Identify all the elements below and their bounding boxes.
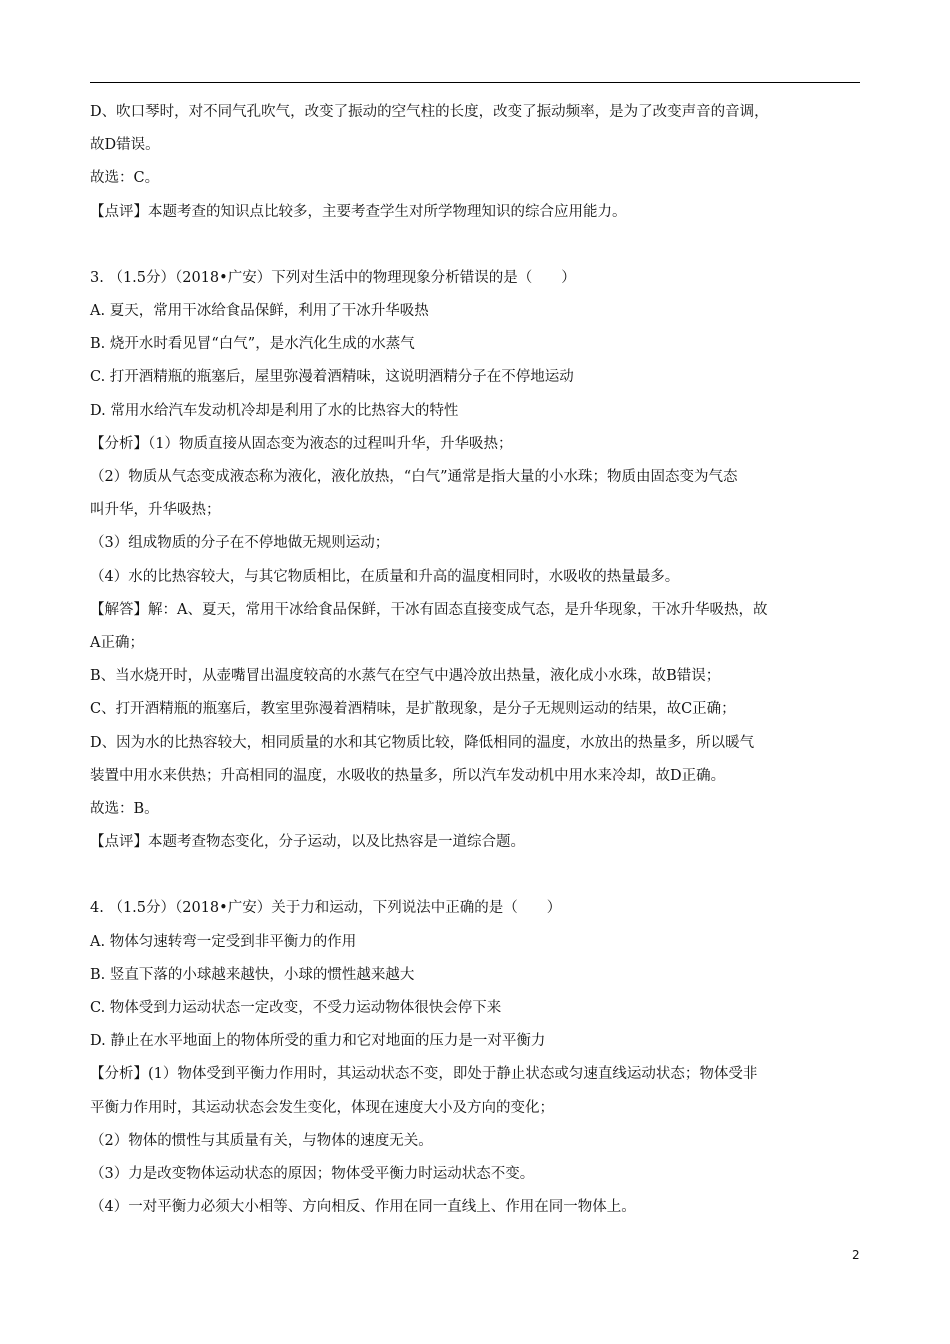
q3-option-c: C. 打开酒精瓶的瓶塞后，屋里弥漫着酒精味，这说明酒精分子在不停地运动 bbox=[90, 369, 574, 386]
q4-analysis-line: （2）物体的惯性与其质量有关，与物体的速度无关。 bbox=[90, 1132, 433, 1149]
q3-solution-line: 【解答】解：A、夏天，常用干冰给食品保鲜，干冰有固态直接变成气态，是升华现象，干冰升华吸热，故 bbox=[90, 601, 768, 618]
q3-solution-line: C、打开酒精瓶的瓶塞后，教室里弥漫着酒精味，是扩散现象，是分子无规则运动的结果，故C正确； bbox=[90, 701, 736, 718]
q4-analysis-line: 平衡力作用时，其运动状态会发生变化，体现在速度大小及方向的变化； bbox=[90, 1099, 554, 1116]
q4-option-d: D. 静止在水平地面上的物体所受的重力和它对地面的压力是一对平衡力 bbox=[90, 1033, 546, 1050]
comment-line: 【点评】本题考查的知识点比较多，主要考查学生对所学物理知识的综合应用能力。 bbox=[90, 203, 627, 220]
header-divider bbox=[90, 82, 860, 83]
spacer bbox=[90, 229, 865, 262]
text-line: 故选：C。 bbox=[90, 170, 160, 187]
q4-analysis-line: （3）力是改变物体运动状态的原因；物体受平衡力时运动状态不变。 bbox=[90, 1166, 535, 1183]
q3-analysis-line: （2）物质从气态变成液态称为液化，液化放热，“白气”通常是指大量的小水珠；物质由固态变为气态 bbox=[90, 469, 738, 486]
q3-option-b: B. 烧开水时看见冒“白气”，是水汽化生成的水蒸气 bbox=[90, 336, 415, 353]
q3-solution-line: 故选：B。 bbox=[90, 801, 159, 818]
q3-comment: 【点评】本题考查物态变化，分子运动，以及比热容是一道综合题。 bbox=[90, 834, 525, 851]
question-4-stem: 4. （1.5分）（2018•广安）关于力和运动，下列说法中正确的是（ ） bbox=[90, 900, 562, 917]
q3-solution-line: B、当水烧开时，从壶嘴冒出温度较高的水蒸气在空气中遇冷放出热量，液化成小水珠，故B错误； bbox=[90, 668, 721, 685]
q3-solution-line: 装置中用水来供热；升高相同的温度，水吸收的热量多，所以汽车发动机中用水来冷却，故D正确。 bbox=[90, 767, 726, 784]
text-line: 故D错误。 bbox=[90, 137, 160, 154]
text-line: D、吹口琴时，对不同气孔吹气，改变了振动的空气柱的长度，改变了振动频率，是为了改变声音的音调， bbox=[90, 104, 769, 120]
q4-option-a: A. 物体匀速转弯一定受到非平衡力的作用 bbox=[90, 933, 357, 950]
q3-option-d: D. 常用水给汽车发动机冷却是利用了水的比热容大的特性 bbox=[90, 402, 459, 419]
q3-solution-line: D、因为水的比热容较大，相同质量的水和其它物质比较，降低相同的温度，水放出的热量多，所以暖气 bbox=[90, 734, 755, 751]
q3-analysis-line: （4）水的比热容较大，与其它物质相比，在质量和升高的温度相同时，水吸收的热量最多。 bbox=[90, 568, 680, 585]
q4-option-b: B. 竖直下落的小球越来越快，小球的惯性越来越大 bbox=[90, 966, 415, 983]
spacer bbox=[90, 859, 865, 892]
q4-option-c: C. 物体受到力运动状态一定改变，不受力运动物体很快会停下来 bbox=[90, 1000, 502, 1017]
q4-analysis-line: 【分析】(1）物体受到平衡力作用时，其运动状态不变，即处于静止状态或匀速直线运动状态；物体受非 bbox=[90, 1066, 758, 1083]
page-number: 2 bbox=[852, 1248, 860, 1262]
q3-analysis-line: （3）组成物质的分子在不停地做无规则运动； bbox=[90, 535, 390, 552]
q3-analysis-line: 叫升华，升华吸热； bbox=[90, 502, 221, 519]
q3-analysis-line: 【分析】（1）物质直接从固态变为液态的过程叫升华，升华吸热； bbox=[90, 435, 513, 452]
question-3-stem: 3. （1.5分）（2018•广安）下列对生活中的物理现象分析错误的是（ ） bbox=[90, 269, 576, 286]
page-content bbox=[90, 96, 865, 1225]
q4-analysis-line: （4）一对平衡力必须大小相等、方向相反、作用在同一直线上、作用在同一物体上。 bbox=[90, 1199, 636, 1216]
q3-option-a: A. 夏天，常用干冰给食品保鲜，利用了干冰升华吸热 bbox=[90, 303, 429, 320]
q3-solution-line: A正确； bbox=[90, 635, 144, 652]
